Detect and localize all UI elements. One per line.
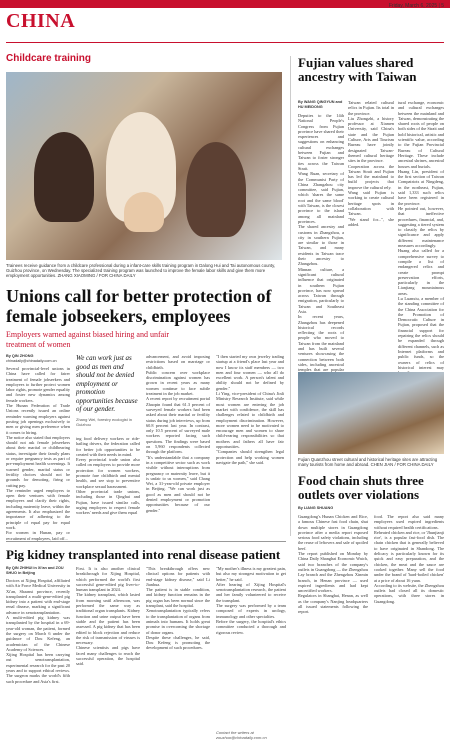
pig-col-2: First. It is also another clinical breakthrough for Xijing Hospital, which performed the world's first successful gene-edited pig liver-to-human transplant in 2024. The kidney transplant, which lasted from morning until afternoon, was performed the same way as traditional organ transplants. Kidney function and urine output have been stable and the patient has been assessed. A pig kidney that has been edited to block rejection and reduce the risk of transmission of viruses is necessary. Chinese scientists and pigs have faced many challenges to reach the successful operation, the hospital said. bbox=[76, 566, 140, 667]
pig-byline: By QIN ZHIHUI in Xi'an and ZOU SHUO in Beijing bbox=[6, 566, 64, 575]
fujian-col-1: Deputies to the 14th National People's Congress from Fujian province have shared their experiences and suggestions on enhancing cultural exchanges between Fujian and Taiwan to foster stronger ties across the Taiwan Strait. Wang Ruan, secretary of the Communist Party of China Zhangzhou city committee, said Fujian, which 'shares the same root and the same blood' with Taiwan, is the closest province to the island among all mainland provinces. The shared ancestry and customs in Zhangzhou, a city in southern Fujian, are similar to those in Taiwan, and many residents in Taiwan trace their ancestry to Zhangzhou. Minnan culture, a significant cultural influence that originated in southern Fujian province, has now spread across Taiwan through emigration, particularly to Taiwan and Southeast Asia. In recent years, Zhangzhou has deepened historical records reflecting the roots of people who moved to Taiwan from the mainland and has built several ventures showcasing the connection between both sides, including ancestral temples that are popular bbox=[298, 113, 344, 373]
page-section-title: CHINA bbox=[6, 10, 76, 32]
foodchain-col-1: Guangdong's Hunan Chicken and Rice, a famous Chinese fast food chain, shut down multiple stores in Guangdong province after a media report exposed serious food safety violations, including the reuse of leftovers and sale of spoiled beef. The report published on Monday by China Daily Shanghai Economic Watch, said two branches of the company's outlets in Guangdong — the Zhengzhou Lay branch and the Zhengzhou Xinmin branch, in Henan province — used expired ingredients and had kept uncertified workers. Regulators in Shanghai, Henan, as well as the company's Nanjing headquarters all issued statements following the report. bbox=[298, 514, 368, 615]
fujian-byline: By WANG QINGYUN and HU MEIDONG bbox=[298, 100, 343, 109]
foodchain-col-2: food. The report also said many employees used expired ingredients without required health certifications. Reheated chicken and rice, or 'Jhunjianji rice', is a popular fast-food dish. The chain chicken that is generally believed to have originated in Shandong. The delicacy is particularly known for its quick and easy preparation, and the chicken, the meat and the sauce are cooked together. Many sell the food under the brand of 'hard-boiled chicken' at a price of about 16 yuan. According to its website, the Zhengzhou outlets had closed all its domestic operations, with three stores in Guangdong. bbox=[374, 514, 444, 604]
unions-col-3: advancement, and avoid imposing restrictions based on marriage or childbirth. Public concern over workplace discrimination against women has grown in recent years as many women continue to face subtle treatment in the job market. A recent report by recruitment portal Zhaopin found that 61.3 percent of surveyed female workers had been asked about their marital or fertility status during job interviews, up from 60.8 percent last year. In contrast, only 10.5 percent of surveyed male workers reported facing such questions. The findings were based on 5,960 respondents collected through the platform. "It's understandable that a company in a competitive sector such as work visible without interruptions from pregnancy or maternity leave, but it is unfair to us women," said Chang Wei, a 31-year-old private employer in Beijing. "We can work just as good as men and should not be denied employment or promotion opportunities because of our gender." bbox=[146, 354, 210, 513]
foodchain-byline: By LIANG SHUANG bbox=[298, 506, 334, 510]
date-line: Friday, March 6, 2025 | 5 bbox=[388, 3, 444, 9]
fujian-street-photo bbox=[298, 372, 444, 454]
main-photo-caption: Trainees receive guidance from a childcare professional during a infant-care skills training program in Dalong Hui and Tai autonomous county, Guizhou province, on Wednesday. The specialized training program was launched to improve the female labor skills and give them more employment opportunities. ZHANG XIAOMING / FOR CHINA DAILY bbox=[6, 263, 276, 279]
fujian-col-3: tural exchange, economic and cultural exchanges between the mainland and Taiwan, demonstrating the shared roots of people on both sides of the Strait and hold historical, artistic and scientific value, according to the Fujian Provincial Bureau of Cultural Heritage. These include ancestral shrines, ancestral houses and burials. Huang Lin, president of the first section of Taiwan Compatriots at Ningdeng, in the northeast, Fujian, said 1,333 such relics have been registered in the province. He pointed out, however, that ineffective procedures, financial, and, suggesting a tiered system to classify the relics by significance and apply different maintenance measures accordingly. Huang also called for a comprehensive survey to compile a list of endangered relics and create prompt preservation efforts, particularly in the Lianjiang mountainous areas. Lu Luanxiu, a member of the standing committee of the China Association for the Promotion of Democratic Culture in Fujian, proposed that the financial support for repairing the relics should be expanded through different channels, such as Internet platforms and public funds, so the owners of relics of historical interest may bbox=[398, 100, 444, 370]
unions-deck: Employers warned against biased hiring and unfair treatment of women bbox=[6, 330, 170, 349]
pull-quote-source: Zhang Wei, forestry ecologist in Guizhou bbox=[76, 416, 132, 427]
unions-col-2: ing food delivery workers or ride-hailing drivers, the federation called for better job opportunities to be created with their needs in mind. Every provincial trade union also called on employers to provide more protection for women workers, promote fare childbirth and mental health, and see stop to preventive workplace sexual harassment. Other provincial trade unions, including those in Qinghai and Fujian, have issued similar calls, urging employers to respect female workers' needs and give them equal bbox=[76, 436, 140, 516]
pull-quote bbox=[76, 354, 140, 427]
pig-headline: Pig kidney transplanted into renal disease patient bbox=[6, 547, 281, 562]
childcare-training-photo bbox=[6, 72, 282, 260]
unions-col-4: "I then started my own jewelry trading startup at a friend's place last year and now I know its staff members — two men and four women — who all do excellent work. A person's talent and ability should not be defined by gender." Li Ying, vice-president of China's Jinli Ministry Research Institute, said while most women are entering the job market with confidence, the skill has challenges related to childbirth and employment discrimination. However, more women need to be motivated to encourage men and women to share child-rearing responsibilities so that mothers and fathers all have fair opportunities. "Companies should strengthen legal protection and help working women navigate the path," she said. bbox=[216, 354, 284, 465]
masthead-bar bbox=[0, 0, 450, 8]
pig-col-4: "My mother's illness is my greatest pain, but also my strongest motivation to get better," he said. After hearing of Xijing Hospital's xenotransplantation research, the patient and her family volunteered to receive the transplant. The surgery was performed by a team composed of experts in urology, immunology and other specialties. Before the surgery, the hospital's ethics committee conducted a thorough and rigorous review. bbox=[216, 566, 286, 635]
pig-col-3: "This breakthrough offers new clinical options for patients with end-stage kidney disease," said Li Jianhua. The patient is in stable condition, and kidney function remains in the pig organ has been normal since the transplant, said the hospital. Xenotransplantation typically refers to the transplantation of organs from animals into humans. It holds great promise in overcoming the shortage of donor organs. Despite these challenges, he said, Dou Kefeng is promoting the development of such procedures. bbox=[146, 566, 210, 651]
title-rule bbox=[6, 42, 444, 43]
unions-byline-email: chinadaily@chinadaily.com.cn bbox=[6, 359, 57, 363]
column-divider bbox=[290, 56, 291, 536]
pull-quote-text: We can work just as good as men and should not be denied employment or promotion opportunities because of our gender. bbox=[76, 354, 138, 413]
pig-col-1: Doctors at Xijing Hospital, affiliated with Air Force Medical University in Xi'an, Shaanxi province, recently transplanted a multi-gene-edited pig kidney into a patient with end-stage renal disease, marking a significant advance in xenotransplantation. A multi-edited pig kidney was transplanted by the hospital in a 69-year-old woman, the patient, formed the surgery on March 6 under the guidance of Dou Kefeng, an academician of the Chinese Academy of Sciences. Xijing Hospital has been carrying out xenotransplantation, experimental research for the past 20 years and to support ethical reviews. The surgeon marks the world's fifth such procedure and Asia's first. bbox=[6, 578, 70, 684]
section-label: Childcare training bbox=[6, 53, 92, 64]
foodchain-headline: Food chain shuts three outlets over violations bbox=[298, 473, 424, 502]
fujian-headline: Fujian values shared ancestry with Taiwan bbox=[298, 55, 417, 84]
unions-col-1: Several provincial-level unions in China have called for fairer treatment of female jobseekers and employees to further protect women labor rights, promote gender equality and foster new dynamics among female workers. The Hunan Federation of Trade Unions recently issued an online reminder warning employers against posting job openings exclusively to men or giving men preference when it comes to hiring. The notice also stated that employers should not ask female jobseekers about their marital or childbearing status, investigate their family plans or require pregnancy tests as part of pre-employment health screenings. It warned gender, marital status or fertility choices should not be grounds for demoting, firing or cutting pay. The reminder urged employers to open their ventures with female employees and clarify their rights, including maternity leave, within the agreements. It also emphasized the importance of adhering to the principle of equal pay for equal work. For women in Hunan, pay or recruitment of employees, laid off... bbox=[6, 366, 70, 541]
fujian-col-2: Taiwan related cultural relics in Fujian. Its total in the province. Liu Zhongzhi, a history professor at Xiamen University, said China's state and the Fujian Culture, Arts and Tourism Bureau have jointly designated Taiwan-themed cultural heritage sites in the province. Cooperation across the Taiwan Strait and Fujian has led the mainland to build projects that improve the cultural rely. Wang said Fujian is working to create cultural heritage spots in collaboration with Taiwan. "We stand for...", she added. bbox=[348, 100, 394, 227]
unions-byline: By QIN ZHONG bbox=[6, 354, 34, 358]
section-rule bbox=[6, 541, 286, 542]
pig-contact: Contact the writers at zouzhuo@chinadaily.com.cn bbox=[216, 730, 267, 740]
unions-headline: Unions call for better protection of female jobseekers, employees bbox=[6, 286, 272, 326]
fujian-photo-caption: Fujian Quanzhou street cultural and historical heritage sites are attracting many tourists from home and abroad. CHEN JIAN / FOR CHINA DAILY bbox=[298, 457, 438, 468]
